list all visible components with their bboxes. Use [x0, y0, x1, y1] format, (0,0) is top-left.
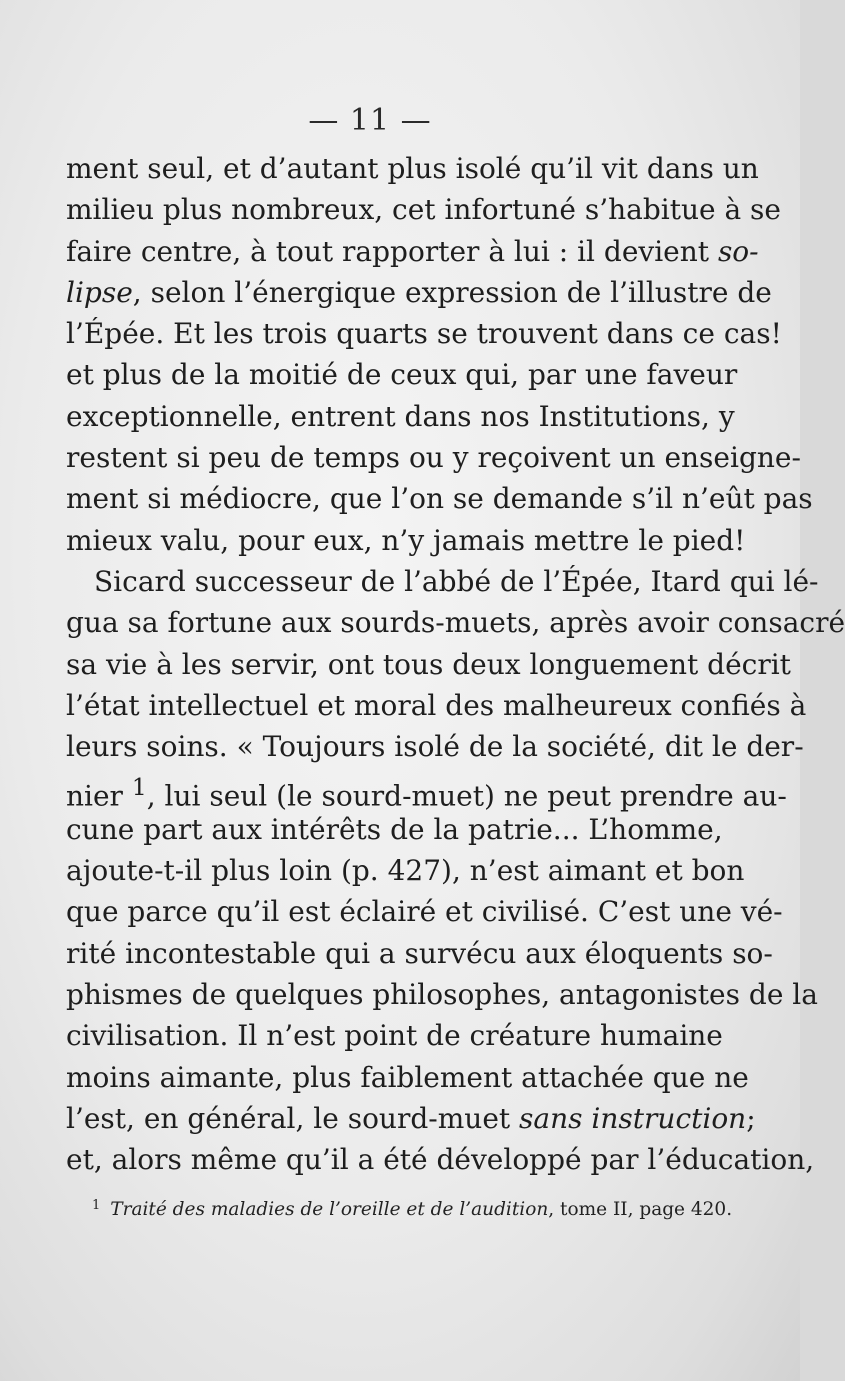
text-line: cune part aux intérêts de la patrie... L’homme,	[66, 812, 723, 846]
text-line: rité incontestable qui a survécu aux éloquents so-	[66, 936, 773, 970]
page-number: — 11 —	[308, 103, 432, 138]
text-line: leurs soins. « Toujours isolé de la société, dit le der-	[66, 730, 804, 764]
text-line: restent si peu de temps ou y reçoivent un enseigne-	[66, 441, 801, 475]
text-line: milieu plus nombreux, cet infortuné s’habitue à se	[66, 193, 781, 227]
text-line: ment seul, et d’autant plus isolé qu’il vit dans un	[66, 152, 759, 185]
text-line: ment si médiocre, que l’on se demande s’il n’eût pas	[66, 482, 813, 516]
text-line: mieux valu, pour eux, n’y jamais mettre le pied!	[66, 523, 746, 557]
footnote	[92, 1198, 733, 1220]
text-line: l’est, en général, le sourd-muet sans instruction;	[66, 1101, 756, 1135]
body-text	[66, 148, 845, 1180]
text-line: gua sa fortune aux sourds-muets, après avoir consacré	[66, 606, 845, 640]
text-line: lipse, selon l’énergique expression de l’illustre de	[66, 275, 772, 309]
footnote-title: Traité des maladies de l’oreille et de l’audition	[110, 1199, 549, 1220]
text-line: sa vie à les servir, ont tous deux longuement décrit	[66, 647, 791, 681]
text-line: moins aimante, plus faiblement attachée que ne	[66, 1060, 749, 1094]
text-line: l’Épée. Et les trois quarts se trouvent dans ce cas!	[66, 317, 782, 351]
text-line: civilisation. Il n’est point de créature humaine	[66, 1019, 723, 1053]
footnote-marker: 1	[92, 1198, 101, 1213]
text-line: phismes de quelques philosophes, antagonistes de la	[66, 977, 818, 1011]
text-line: faire centre, à tout rapporter à lui : il devient so-	[66, 234, 759, 268]
text-line: que parce qu’il est éclairé et civilisé. C’est une vé-	[66, 895, 783, 929]
text-line: Sicard successeur de l’abbé de l’Épée, Itard qui lé-	[94, 564, 819, 598]
footnote-rest: , tome II, page 420.	[548, 1199, 733, 1220]
text-line: l’état intellectuel et moral des malheureux confiés à	[66, 688, 807, 722]
text-line: ajoute-t-il plus loin (p. 427), n’est aimant et bon	[66, 854, 745, 888]
text-line: exceptionnelle, entrent dans nos Institutions, y	[66, 399, 735, 433]
text-line: nier $^1$, lui seul (le sourd-muet) ne peut prendre au-	[66, 773, 787, 813]
text-line: et, alors même qu’il a été développé par l’éducation,	[66, 1143, 815, 1177]
text-line: et plus de la moitié de ceux qui, par une faveur	[66, 358, 738, 392]
